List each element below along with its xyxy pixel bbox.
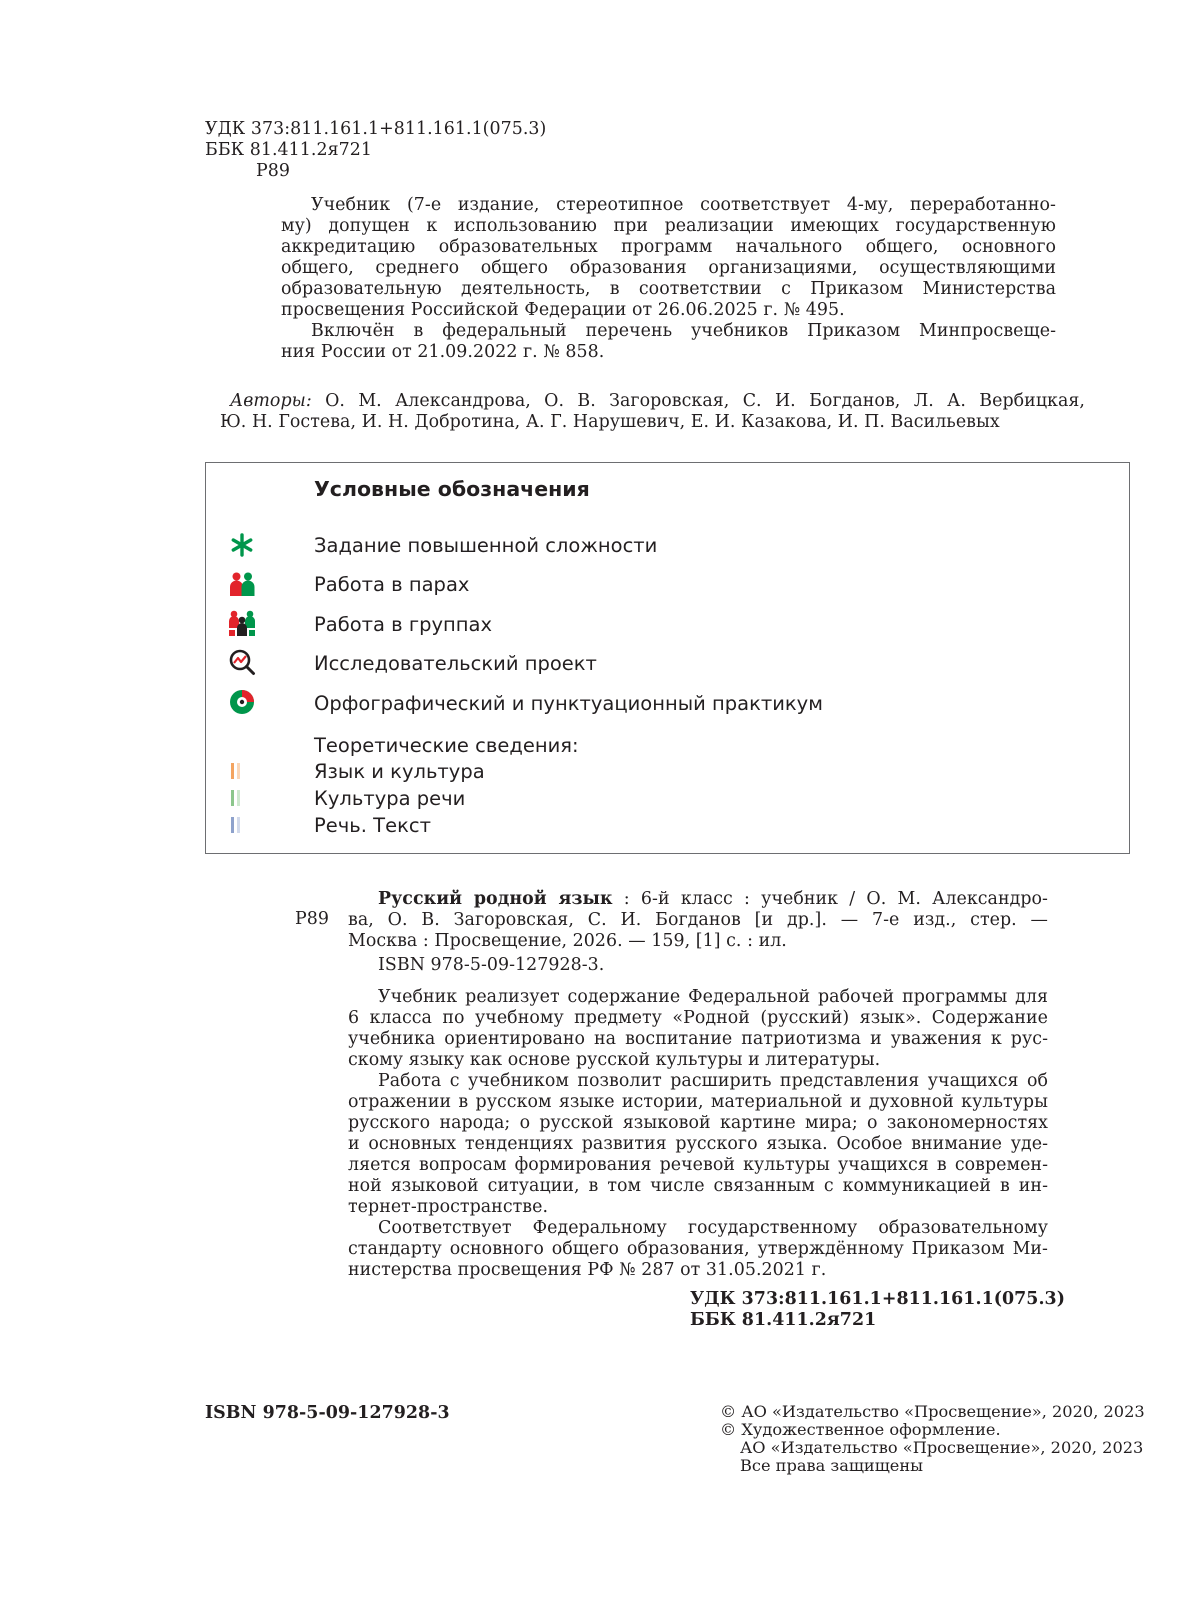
- summary-line: Работа с учебником позволит расширить представления учащихся об: [378, 1071, 1048, 1091]
- approval-line: просвещения Российской Федерации от 26.06.2025 г. № 495.: [281, 300, 845, 320]
- summary-line: отражении в русском языке истории, материальной и духовной культуры: [348, 1092, 1048, 1112]
- legend-item-practice: Орфографический и пунктуационный практикум: [314, 692, 823, 715]
- legend-item-speech-text: Речь. Текст: [314, 814, 431, 837]
- summary-line: скому языку как основе русской культуры и литературы.: [348, 1050, 881, 1070]
- legend-theory-heading: Теоретические сведения:: [314, 734, 579, 757]
- summary-line: тернет-пространстве.: [348, 1197, 549, 1217]
- legend-item-hard-task: Задание повышенной сложности: [314, 534, 658, 557]
- asterisk-icon: [228, 531, 256, 559]
- summary-line: ной языковой ситуации, в том числе связанным с коммуникацией в ин-: [348, 1176, 1048, 1196]
- catalog-book-title: Русский родной язык: [378, 889, 613, 909]
- catalog-line: ва, О. В. Загоровская, С. И. Богданов [и др.]. — 7-е изд., стер. —: [348, 910, 1048, 930]
- approval-line: Учебник (7-е издание, стереотипное соответствует 4-му, переработанно-: [311, 195, 1056, 215]
- legend-title: Условные обозначения: [314, 477, 590, 501]
- legend-item-group-work: Работа в группах: [314, 613, 493, 636]
- approval-line: образовательную деятельность, в соответствии с Приказом Министерства: [281, 279, 1056, 299]
- author-sign-header: Р89: [256, 161, 290, 181]
- catalog-entry: [348, 889, 1048, 976]
- udk-header: УДК 373:811.161.1+811.161.1(075.3): [205, 119, 547, 139]
- practice-circle-icon: [228, 688, 256, 716]
- authors-names-1: О. М. Александрова, О. В. Загоровская, С. И. Богданов, Л. А. Вербицкая,: [311, 391, 1085, 411]
- authors-line-1: [230, 391, 1085, 412]
- catalog-line: Москва : Просвещение, 2026. — 159, [1] с. : ил.: [348, 931, 787, 951]
- approval-line: аккредитацию образовательных программ начального общего, основного: [281, 237, 1056, 257]
- legend-item-speech-culture: Культура речи: [314, 787, 466, 810]
- summary-line: учебника ориентировано на воспитание патриотизма и уважения к рус-: [348, 1029, 1048, 1049]
- footer-rights: Все права защищены: [740, 1456, 924, 1475]
- speech-text-bars-icon: [231, 817, 245, 833]
- bbk-header: ББК 81.411.2я721: [205, 140, 372, 160]
- magnifier-chart-icon: [228, 648, 256, 676]
- summary-line: русского народа; о русской языковой картине мира; о закономерностях: [348, 1113, 1048, 1133]
- catalog-summary: [348, 987, 1048, 1281]
- catalog-line: [348, 889, 1048, 910]
- summary-line: Соответствует Федеральному государственному образовательному: [378, 1218, 1048, 1238]
- catalog-isbn: ISBN 978-5-09-127928-3.: [378, 955, 605, 975]
- legend-item-pair-work: Работа в парах: [314, 573, 470, 596]
- approval-paragraph: [281, 195, 1056, 363]
- authors-label: Авторы:: [230, 391, 312, 411]
- legend-item-language-culture: Язык и культура: [314, 760, 485, 783]
- footer-isbn: ISBN 978-5-09-127928-3: [205, 1403, 450, 1423]
- summary-line: и основных тенденциях развития русского языка. Особое внимание уде-: [348, 1134, 1048, 1154]
- list-line: Включён в федеральный перечень учебников Приказом Минпросвеще-: [311, 321, 1056, 341]
- group-icon: [228, 609, 256, 637]
- catalog-line-1-rest: : 6-й класс : учебник / О. М. Александро-: [612, 889, 1048, 909]
- legend-item-research: Исследовательский проект: [314, 652, 597, 675]
- summary-line: нистерства просвещения РФ № 287 от 31.05.2021 г.: [348, 1260, 827, 1280]
- speech-culture-bars-icon: [231, 790, 245, 806]
- footer-copyright-1: © АО «Издательство «Просвещение», 2020, 2023: [720, 1402, 1145, 1421]
- list-line: ния России от 21.09.2022 г. № 858.: [281, 342, 605, 362]
- approval-line: общего, среднего общего образования организациями, осуществляющими: [281, 258, 1056, 278]
- summary-line: ляется вопросам формирования речевой культуры учащихся в современ-: [348, 1155, 1048, 1175]
- catalog-author-sign: Р89: [295, 909, 329, 929]
- summary-line: 6 класса по учебному предмету «Родной (русский) язык». Содержание: [348, 1008, 1048, 1028]
- summary-line: Учебник реализует содержание Федеральной рабочей программы для: [378, 987, 1048, 1007]
- pair-icon: [228, 570, 256, 598]
- catalog-bbk: ББК 81.411.2я721: [690, 1310, 877, 1330]
- authors-line-2: Ю. Н. Гостева, И. Н. Добротина, А. Г. Нарушевич, Е. И. Казакова, И. П. Васильевых: [220, 412, 1000, 432]
- approval-line: му) допущен к использованию при реализации имеющих государственную: [281, 216, 1056, 236]
- footer-copyright-2: © Художественное оформление.: [720, 1420, 1001, 1439]
- catalog-udk: УДК 373:811.161.1+811.161.1(075.3): [690, 1289, 1065, 1309]
- footer-copyright-3: АО «Издательство «Просвещение», 2020, 2023: [740, 1438, 1144, 1457]
- language-culture-bars-icon: [231, 763, 245, 779]
- summary-line: стандарту основного общего образования, утверждённому Приказом Ми-: [348, 1239, 1048, 1259]
- legend-box: [205, 462, 1130, 854]
